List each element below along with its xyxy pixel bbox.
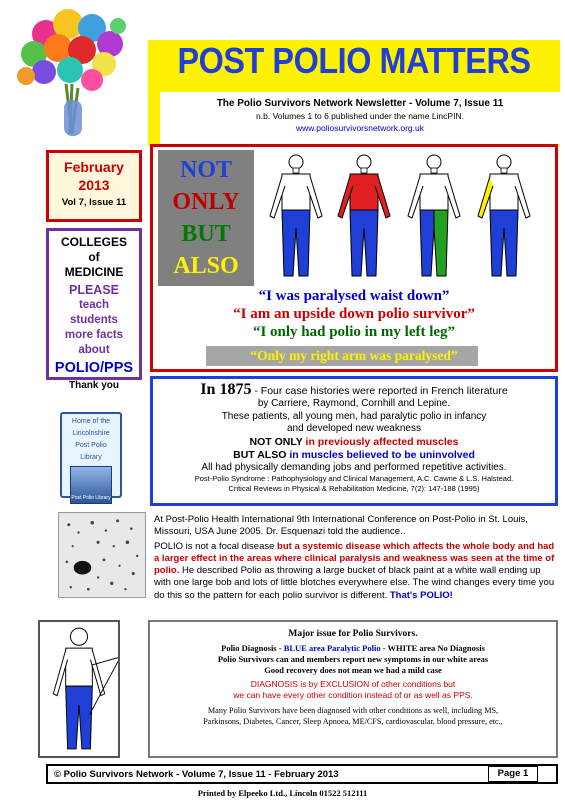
about-text: about <box>78 344 110 356</box>
polio-not-focal: POLIO is not a focal disease <box>154 540 278 552</box>
but-also-label: BUT ALSO <box>233 448 290 461</box>
colleges-line: COLLEGES <box>60 235 127 249</box>
history-line-1: Four case histories were reported in French literature <box>260 385 508 397</box>
history-dash: - <box>251 385 261 397</box>
diagnosis-panel <box>148 620 558 758</box>
masthead-subtitle-box <box>160 92 560 144</box>
website-link[interactable]: www.poliosurvivorsnetwork.org.uk <box>295 123 425 133</box>
conference-body <box>154 541 556 602</box>
page-footer <box>46 764 558 784</box>
figure-upside-down <box>338 155 390 276</box>
new-symptoms-text: Polio Survivors can and members report new symptoms in our white areas <box>217 654 489 664</box>
figure-right-arm <box>478 155 530 276</box>
colleges-medicine: MEDICINE <box>64 265 124 279</box>
diagnosis-heading: Major issue for Polio Survivors. <box>288 629 418 639</box>
diagnosis-figure <box>38 620 120 758</box>
library-photo <box>70 466 112 504</box>
library-line-1: Home of the <box>71 418 111 425</box>
thats-polio-text: That's POLIO! <box>389 589 453 601</box>
white-area-label: - WHITE area No Diagnosis <box>380 643 485 653</box>
library-photo-caption: Post Polio Library <box>71 495 111 501</box>
good-recovery-text: Good recovery does not mean we had a mild case <box>264 665 442 675</box>
conference-intro: At Post-Polio Health International 9th International Conference on Post-Polio in St. Louis, Missouri, USA June 2005. Dr. Esquenazi told the audience.. <box>154 514 528 538</box>
figure-waist-down <box>270 155 322 276</box>
but-also-detail: in muscles believed to be uninvolved <box>289 448 475 461</box>
issue-month: February <box>64 159 124 175</box>
library-line-3: Post Polio <box>75 442 107 449</box>
but-also-line <box>153 449 555 462</box>
newsletter-title: POST POLIO MATTERS <box>177 40 531 81</box>
history-heading <box>153 383 555 398</box>
not-only-detail: in previously affected muscles <box>305 435 459 448</box>
word-but: BUT <box>181 221 231 247</box>
library-line-2: Lincolnshire <box>72 430 110 437</box>
quote-left-leg: “I only had polio in my left leg” <box>252 324 456 340</box>
students-text: students <box>70 314 118 326</box>
quote-upside-down: “I am an upside down polio survivor” <box>233 306 475 322</box>
newsletter-line: The Polio Survivors Network Newsletter - Volume 7, Issue 11 <box>216 98 504 109</box>
colleges-of: of <box>88 250 100 264</box>
other-conditions-1: Many Polio Survivors have been diagnosed with other conditions as well, including MS, <box>207 706 499 715</box>
flower-bouquet-logo <box>6 4 141 144</box>
not-only-but-also-words <box>158 150 254 286</box>
page-number: Page 1 <box>488 766 538 782</box>
word-also: ALSO <box>173 253 239 279</box>
conference-article <box>152 512 558 604</box>
polio-pps-text: POLIO/PPS <box>54 360 134 376</box>
quote-waist-down: “I was paralysed waist down” <box>258 288 450 304</box>
figure-left-leg <box>408 155 460 276</box>
footer-text: © Polio Survivors Network - Volume 7, Issue 11 - February 2013 <box>54 769 339 780</box>
note-line: n.b. Volumes 1 to 6 published under the name LincPIN. <box>256 111 464 121</box>
history-line-5: All had physically demanding jobs and performed repetitive activities. <box>201 461 507 473</box>
not-only-label: NOT ONLY <box>249 435 306 448</box>
reference-2: Critical Reviews in Physical & Rehabilitation Medicine, 7(2): 147-188 (1995) <box>228 484 480 493</box>
issue-year: 2013 <box>78 177 110 193</box>
library-badge[interactable] <box>60 412 122 501</box>
thank-you-text: Thank you <box>68 380 119 391</box>
paint-splatter-image <box>58 512 146 598</box>
word-only: ONLY <box>172 189 240 215</box>
body-figures-illustration <box>264 152 554 282</box>
history-line-2: by Carriere, Raymond, Cornhill and Lepine. <box>257 398 451 409</box>
blue-area-label: BLUE area Paralytic Polio <box>283 643 381 653</box>
teach-text: teach <box>78 299 110 311</box>
issue-volume: Vol 7, Issue 11 <box>61 197 127 208</box>
quote-right-arm: “Only my right arm was paralysed” <box>250 348 458 363</box>
diagnosis-label: Polio Diagnosis - <box>221 643 284 653</box>
colleges-appeal-box <box>46 228 142 391</box>
other-conditions-2: Parkinsons, Diabetes, Cancer, Sleep Apnoea, ME/CFS, cardiovascular, blood pressure, etc., <box>203 717 503 726</box>
please-text: PLEASE <box>68 283 119 297</box>
library-line-4: Library <box>80 454 102 461</box>
exclusion-text-1: DIAGNOSIS is by EXCLUSION of other conditions but <box>250 679 456 689</box>
diagnosis-legend <box>150 643 556 654</box>
printer-credit: Printed by Elpeeko Ltd., Lincoln 01522 512111 <box>197 788 368 798</box>
issue-date-box <box>46 150 142 222</box>
not-only-line <box>153 436 555 449</box>
history-year: In 1875 <box>200 381 252 398</box>
more-facts-text: more facts <box>64 329 124 341</box>
history-line-3: These patients, all young men, had paralytic polio in infancy <box>221 410 487 422</box>
systemic-disease-text: but a systemic disease which affects the whole body and had a larger effect in the areas where clinical paralysis and weakness was seen at the time of polio. <box>154 540 555 577</box>
history-1875-panel <box>150 376 558 506</box>
word-not: NOT <box>179 157 232 183</box>
history-line-4: and developed new weakness <box>287 423 421 434</box>
exclusion-text-2: we can have every other condition instead of or as well as PPS. <box>233 690 473 700</box>
paint-analogy-text: He described Polio as throwing a large bucket of black paint at a white wall ending up with one large bob and lots of little blotches everywhere else. The wind changes every time you do this so the pattern for each polio survivor is different. <box>154 565 555 601</box>
reference-1: Post-Polio Syndrome : Pathophysiology and Clinical Management, A.C. Cawne & L.S. Halstead. <box>194 474 514 483</box>
